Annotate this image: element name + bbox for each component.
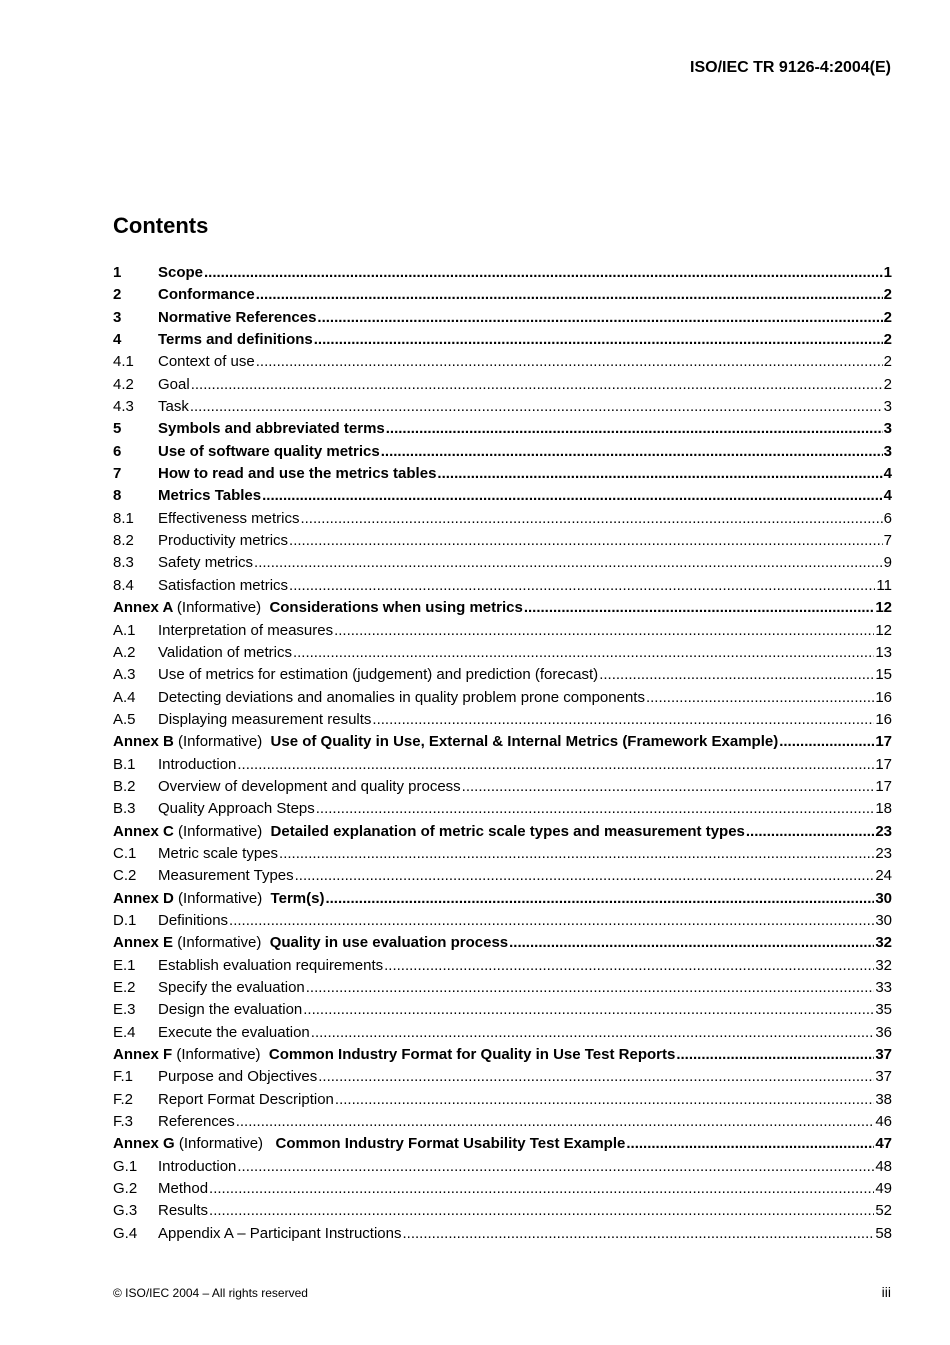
toc-entry-page: 6 bbox=[883, 509, 892, 527]
toc-entry-number: F.2 bbox=[113, 1090, 134, 1108]
toc-annex-informative: (Informative) bbox=[176, 599, 262, 617]
toc-entry[interactable] bbox=[113, 999, 892, 1021]
toc-entry-page: 16 bbox=[875, 688, 892, 706]
toc-entry[interactable] bbox=[113, 843, 892, 865]
toc-entry-number: E.3 bbox=[113, 1001, 136, 1019]
toc-annex-informative: (Informative) bbox=[176, 1046, 261, 1064]
toc-annex-informative: (Informative) bbox=[178, 1135, 264, 1153]
toc-annex-prefix bbox=[113, 731, 271, 753]
toc-entry-page: 11 bbox=[876, 576, 892, 594]
toc-entry-title: Productivity metrics bbox=[158, 532, 289, 550]
toc-entry-page: 2 bbox=[883, 353, 892, 371]
toc-annex-informative: (Informative) bbox=[178, 733, 263, 751]
toc-dot-leader bbox=[289, 575, 875, 597]
toc-entry-number: B.1 bbox=[113, 755, 136, 773]
toc-dot-leader bbox=[314, 329, 883, 351]
toc-entry-title: Definitions bbox=[158, 911, 229, 929]
toc-entry-number: A.2 bbox=[113, 643, 136, 661]
toc-entry[interactable] bbox=[113, 1133, 892, 1155]
toc-dot-leader bbox=[256, 284, 883, 306]
toc-entry-number: A.4 bbox=[113, 688, 136, 706]
toc-entry-number: 8.1 bbox=[113, 509, 134, 527]
toc-annex-label: Annex G bbox=[113, 1135, 175, 1153]
page-title: Contents bbox=[113, 213, 209, 238]
toc-entry-title: Goal bbox=[158, 375, 190, 393]
toc-entry-number: 5 bbox=[113, 420, 122, 438]
document-id: ISO/IEC TR 9126-4:2004(E) bbox=[690, 59, 891, 76]
toc-dot-leader bbox=[746, 821, 874, 843]
toc-entry-page: 1 bbox=[883, 264, 892, 281]
toc-annex-label: Annex A bbox=[113, 599, 173, 617]
toc-entry-title: Common Industry Format for Quality in Use Test Reports bbox=[268, 1046, 676, 1064]
toc-entry[interactable] bbox=[113, 932, 892, 954]
toc-dot-leader bbox=[316, 798, 875, 820]
toc-entry-title: Appendix A – Participant Instructions bbox=[158, 1224, 402, 1242]
toc-entry-title: Context of use bbox=[158, 353, 255, 371]
toc-entry-number: E.4 bbox=[113, 1023, 136, 1041]
toc-entry-page: 2 bbox=[883, 375, 892, 393]
toc-dot-leader bbox=[402, 1223, 874, 1245]
toc-entry-page: 4 bbox=[883, 487, 892, 505]
toc-entry-title: Specify the evaluation bbox=[158, 979, 305, 996]
toc-dot-leader bbox=[237, 754, 874, 776]
toc-entry-page: 30 bbox=[875, 911, 892, 929]
toc-entry-title: Detailed explanation of metric scale types and measurement types bbox=[270, 822, 745, 840]
toc-entry-title: Terms and definitions bbox=[158, 331, 313, 349]
toc-dot-leader bbox=[335, 1089, 874, 1111]
toc-entry-title: Metrics Tables bbox=[158, 487, 262, 505]
toc-dot-leader bbox=[306, 977, 875, 999]
toc-entry[interactable] bbox=[113, 508, 892, 530]
toc-dot-leader bbox=[386, 418, 883, 440]
toc-entry[interactable] bbox=[113, 977, 892, 999]
toc-dot-leader bbox=[381, 441, 883, 463]
toc-entry-page: 18 bbox=[875, 800, 892, 818]
toc-entry-title: Common Industry Format Usability Test Example bbox=[271, 1135, 626, 1153]
toc-entry[interactable] bbox=[113, 1178, 892, 1200]
toc-dot-leader bbox=[437, 463, 882, 485]
toc-entry-page: 30 bbox=[875, 889, 892, 907]
toc-entry[interactable] bbox=[113, 329, 892, 351]
toc-entry-number: G.1 bbox=[113, 1157, 138, 1175]
toc-entry-title: Purpose and Objectives bbox=[158, 1068, 318, 1086]
toc-entry-page: 17 bbox=[875, 733, 892, 751]
toc-entry[interactable] bbox=[113, 821, 892, 843]
toc-dot-leader bbox=[599, 664, 874, 686]
toc-dot-leader bbox=[646, 687, 874, 709]
toc-dot-leader bbox=[311, 1022, 875, 1044]
toc-entry-title: Symbols and abbreviated terms bbox=[158, 420, 385, 438]
toc-entry[interactable] bbox=[113, 620, 892, 642]
toc-entry[interactable] bbox=[113, 910, 892, 932]
toc-entry-number: E.2 bbox=[113, 979, 136, 996]
toc-entry-page: 49 bbox=[875, 1180, 892, 1198]
toc-dot-leader bbox=[262, 485, 883, 507]
toc-entry-number: 7 bbox=[113, 465, 122, 483]
toc-annex-prefix bbox=[113, 597, 269, 619]
toc-entry-number: G.2 bbox=[113, 1180, 138, 1198]
toc-entry-title: Execute the evaluation bbox=[158, 1023, 310, 1041]
toc-annex-prefix bbox=[113, 1044, 269, 1066]
toc-dot-leader bbox=[524, 597, 874, 619]
toc-entry-page: 36 bbox=[875, 1023, 892, 1041]
toc-entry-title: References bbox=[158, 1113, 235, 1131]
toc-entry-title: Conformance bbox=[158, 286, 255, 304]
toc-entry-page: 7 bbox=[883, 532, 892, 550]
toc-entry-number: F.3 bbox=[113, 1113, 134, 1131]
toc-entry[interactable] bbox=[113, 463, 892, 485]
toc-entry-title: Satisfaction metrics bbox=[158, 576, 289, 594]
toc-entry[interactable] bbox=[113, 418, 892, 440]
toc-entry[interactable] bbox=[113, 1066, 892, 1088]
toc-dot-leader bbox=[676, 1044, 874, 1066]
toc-entry-number: 4 bbox=[113, 331, 122, 349]
toc-entry-title: Safety metrics bbox=[158, 554, 254, 572]
page-number: iii bbox=[881, 1284, 891, 1300]
toc-dot-leader bbox=[303, 999, 874, 1021]
toc-entry[interactable] bbox=[113, 1089, 892, 1111]
toc-entry-title: Validation of metrics bbox=[158, 643, 292, 661]
toc-annex-prefix bbox=[113, 932, 270, 954]
toc-entry-page: 23 bbox=[875, 844, 892, 862]
toc-entry-page: 58 bbox=[875, 1224, 892, 1242]
toc-entry-title: Introduction bbox=[158, 755, 237, 773]
toc-entry[interactable] bbox=[113, 865, 892, 887]
toc-entry-number: G.4 bbox=[113, 1224, 138, 1242]
toc-entry-title: Task bbox=[158, 398, 189, 416]
toc-annex-informative: (Informative) bbox=[177, 934, 262, 952]
toc-entry-number: 2 bbox=[113, 286, 122, 304]
toc-annex-prefix bbox=[113, 821, 271, 843]
toc-dot-leader bbox=[295, 865, 875, 887]
toc-entry[interactable] bbox=[113, 664, 892, 686]
toc-entry-title: Use of metrics for estimation (judgement) and prediction (forecast) bbox=[158, 666, 599, 684]
toc-entry-number: 4.2 bbox=[113, 375, 134, 393]
toc-entry-title: How to read and use the metrics tables bbox=[158, 465, 437, 483]
toc-entry-page: 37 bbox=[875, 1046, 892, 1064]
toc-dot-leader bbox=[229, 910, 874, 932]
toc-entry-title: Metric scale types bbox=[158, 844, 279, 862]
toc-entry-title: Quality in use evaluation process bbox=[269, 934, 509, 952]
toc-annex-prefix bbox=[113, 1133, 271, 1155]
toc-entry-title: Establish evaluation requirements bbox=[158, 956, 384, 974]
toc-entry[interactable] bbox=[113, 709, 892, 731]
toc-entry-title: Effectiveness metrics bbox=[158, 509, 300, 527]
toc-entry[interactable] bbox=[113, 888, 892, 910]
toc-entry[interactable] bbox=[113, 1044, 892, 1066]
toc-dot-leader bbox=[300, 508, 882, 530]
toc-entry-number: C.1 bbox=[113, 844, 137, 862]
toc-entry-title: Report Format Description bbox=[158, 1090, 334, 1108]
toc-entry[interactable] bbox=[113, 284, 892, 306]
toc-entry[interactable] bbox=[113, 485, 892, 507]
toc-entry-title: Design the evaluation bbox=[158, 1001, 303, 1019]
toc-entry-number: G.3 bbox=[113, 1202, 138, 1220]
toc-entry[interactable] bbox=[113, 1156, 892, 1178]
toc-entry-number: 3 bbox=[113, 308, 122, 326]
toc-entry-number: F.1 bbox=[113, 1068, 134, 1086]
copyright-notice: © ISO/IEC 2004 – All rights reserved bbox=[113, 1286, 308, 1300]
toc-dot-leader bbox=[318, 1066, 874, 1088]
toc-entry[interactable] bbox=[113, 396, 892, 418]
toc-dot-leader bbox=[779, 731, 874, 753]
toc-dot-leader bbox=[293, 642, 874, 664]
toc-entry[interactable] bbox=[113, 1022, 892, 1044]
toc-entry-number: 6 bbox=[113, 442, 122, 460]
toc-entry-page: 37 bbox=[875, 1068, 892, 1086]
toc-dot-leader bbox=[462, 776, 875, 798]
toc-entry-page: 35 bbox=[875, 1001, 892, 1019]
toc-entry-number: C.2 bbox=[113, 867, 137, 885]
toc-entry-number: 8.2 bbox=[113, 532, 134, 550]
toc-dot-leader bbox=[254, 552, 883, 574]
toc-entry-number: A.5 bbox=[113, 710, 136, 728]
toc-entry-number: A.1 bbox=[113, 621, 136, 639]
toc-entry-page: 12 bbox=[875, 621, 892, 639]
toc-entry-page: 2 bbox=[883, 331, 892, 349]
toc-entry-page: 3 bbox=[883, 442, 892, 460]
toc-entry-number: 8 bbox=[113, 487, 122, 505]
toc-entry-number: D.1 bbox=[113, 911, 137, 929]
toc-entry-page: 13 bbox=[875, 643, 892, 661]
toc-entry-title: Displaying measurement results bbox=[158, 710, 372, 728]
toc-entry-number: B.2 bbox=[113, 777, 136, 795]
toc-entry-number: 8.4 bbox=[113, 576, 134, 594]
toc-entry-title: Use of software quality metrics bbox=[158, 442, 380, 460]
toc-entry-page: 9 bbox=[883, 554, 892, 572]
toc-entry-title: Results bbox=[158, 1202, 209, 1220]
toc-annex-label: Annex E bbox=[113, 934, 174, 952]
toc-dot-leader bbox=[334, 620, 874, 642]
toc-entry-page: 47 bbox=[875, 1135, 892, 1153]
toc-dot-leader bbox=[279, 843, 874, 865]
toc-entry-title: Term(s) bbox=[270, 889, 325, 907]
table-of-contents bbox=[113, 262, 892, 1245]
toc-dot-leader bbox=[190, 396, 883, 418]
toc-entry-number: 4.1 bbox=[113, 353, 134, 371]
toc-annex-informative: (Informative) bbox=[178, 822, 263, 840]
toc-entry[interactable] bbox=[113, 307, 892, 329]
toc-entry-number: 1 bbox=[113, 264, 122, 281]
toc-dot-leader bbox=[317, 307, 882, 329]
toc-annex-label: Annex C bbox=[113, 822, 174, 840]
toc-entry-page: 2 bbox=[883, 286, 892, 304]
toc-entry[interactable] bbox=[113, 687, 892, 709]
toc-entry-page: 16 bbox=[875, 710, 892, 728]
toc-entry-number: 4.3 bbox=[113, 398, 134, 416]
toc-entry[interactable] bbox=[113, 441, 892, 463]
toc-entry-page: 15 bbox=[875, 666, 892, 684]
toc-entry-title: Scope bbox=[158, 264, 204, 281]
toc-entry-page: 17 bbox=[875, 777, 892, 795]
toc-dot-leader bbox=[236, 1111, 875, 1133]
toc-entry[interactable] bbox=[113, 955, 892, 977]
toc-entry-page: 4 bbox=[883, 465, 892, 483]
toc-entry-title: Quality Approach Steps bbox=[158, 800, 315, 818]
toc-entry[interactable] bbox=[113, 731, 892, 753]
toc-entry-page: 32 bbox=[875, 934, 892, 952]
toc-entry-title: Detecting deviations and anomalies in quality problem prone components bbox=[158, 688, 645, 706]
toc-entry-title: Method bbox=[158, 1180, 209, 1198]
toc-entry-number: A.3 bbox=[113, 666, 136, 684]
toc-entry-number: B.3 bbox=[113, 800, 136, 818]
toc-entry-page: 38 bbox=[875, 1090, 892, 1108]
toc-entry-number: 8.3 bbox=[113, 554, 134, 572]
toc-entry-page: 3 bbox=[883, 420, 892, 438]
toc-entry-page: 2 bbox=[883, 308, 892, 326]
toc-entry-page: 32 bbox=[875, 956, 892, 974]
toc-dot-leader bbox=[509, 932, 874, 954]
toc-entry[interactable] bbox=[113, 798, 892, 820]
toc-entry[interactable] bbox=[113, 552, 892, 574]
toc-entry-title: Overview of development and quality process bbox=[158, 777, 461, 795]
toc-annex-label: Annex D bbox=[113, 889, 174, 907]
toc-entry-page: 17 bbox=[875, 755, 892, 773]
toc-entry[interactable] bbox=[113, 1223, 892, 1245]
toc-entry[interactable] bbox=[113, 1200, 892, 1222]
toc-entry[interactable] bbox=[113, 351, 892, 373]
toc-annex-label: Annex F bbox=[113, 1046, 173, 1064]
toc-entry-page: 12 bbox=[875, 599, 892, 617]
toc-dot-leader bbox=[209, 1200, 874, 1222]
toc-annex-label: Annex B bbox=[113, 733, 174, 751]
toc-entry[interactable] bbox=[113, 575, 892, 597]
toc-entry[interactable] bbox=[113, 597, 892, 619]
toc-dot-leader bbox=[325, 888, 874, 910]
toc-dot-leader bbox=[372, 709, 874, 731]
toc-entry-page: 24 bbox=[875, 867, 892, 885]
toc-dot-leader bbox=[204, 262, 883, 284]
toc-entry[interactable] bbox=[113, 262, 892, 284]
toc-dot-leader bbox=[626, 1133, 874, 1155]
toc-entry-number: E.1 bbox=[113, 956, 136, 974]
toc-entry-page: 33 bbox=[875, 979, 892, 996]
toc-entry[interactable] bbox=[113, 530, 892, 552]
toc-entry-title: Interpretation of measures bbox=[158, 621, 334, 639]
toc-entry-page: 52 bbox=[875, 1202, 892, 1220]
toc-annex-prefix bbox=[113, 888, 271, 910]
toc-entry-page: 48 bbox=[875, 1157, 892, 1175]
toc-entry-title: Measurement Types bbox=[158, 867, 294, 885]
toc-dot-leader bbox=[384, 955, 874, 977]
toc-entry[interactable] bbox=[113, 374, 892, 396]
toc-entry-title: Considerations when using metrics bbox=[269, 599, 523, 617]
toc-dot-leader bbox=[289, 530, 883, 552]
toc-annex-informative: (Informative) bbox=[178, 889, 263, 907]
toc-dot-leader bbox=[256, 351, 883, 373]
toc-entry-title: Introduction bbox=[158, 1157, 237, 1175]
toc-entry-title: Normative References bbox=[158, 308, 317, 326]
toc-entry[interactable] bbox=[113, 754, 892, 776]
toc-entry-page: 23 bbox=[875, 822, 892, 840]
toc-entry[interactable] bbox=[113, 776, 892, 798]
toc-dot-leader bbox=[191, 374, 883, 396]
toc-dot-leader bbox=[237, 1156, 874, 1178]
toc-entry[interactable] bbox=[113, 1111, 892, 1133]
toc-entry[interactable] bbox=[113, 642, 892, 664]
toc-entry-page: 3 bbox=[883, 398, 892, 416]
toc-entry-title: Use of Quality in Use, External & Internal Metrics (Framework Example) bbox=[270, 733, 779, 751]
toc-entry-page: 46 bbox=[875, 1113, 892, 1131]
toc-dot-leader bbox=[209, 1178, 874, 1200]
